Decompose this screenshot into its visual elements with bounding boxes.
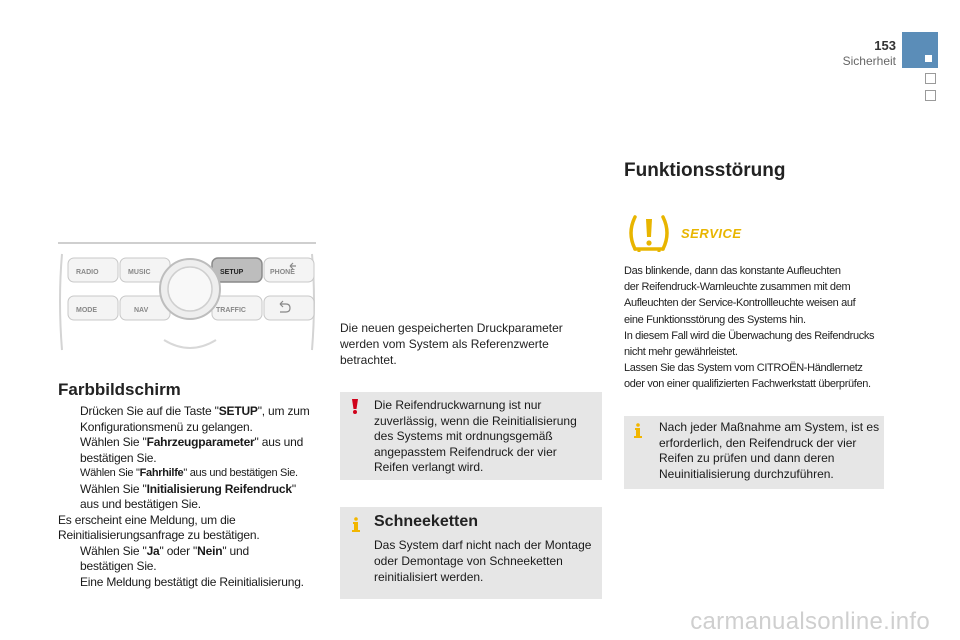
info-text: Nach jeder Maßnahme am System, ist es erforderlich, den Reifendruck der vier Reifen zu prüfen und dann deren Neuinitialisierung durchzuführen. [659,420,880,481]
console-mode-button[interactable]: MODE [76,307,97,314]
console-music-button[interactable]: MUSIC [128,269,151,276]
list-item: Drücken Sie auf die Taste "SETUP", um zum [80,404,310,418]
console-phone-button[interactable]: PHONE [270,269,295,276]
section-tab [925,90,936,101]
warning-exclamation-icon [348,398,362,414]
message-text: Reinitialisierungsanfrage zu bestätigen. [58,528,260,542]
info-icon [350,517,362,532]
section-tab-active [902,32,938,68]
list-item-continuation: bestätigen Sie. [80,450,157,465]
list-item: Wählen Sie "Initialisierung Reifendruck" [80,481,296,496]
warning-text: Die Reifendruckwarnung ist nur zuverlässig, wenn die Reinitialisierung des Systems mit ordnungsgemäß angepasstem Reifendruck der vier Reifen verlangt wird. [374,398,577,474]
section-title: Sicherheit [842,54,896,68]
reference-paragraph: Die neuen gespeicherten Druckparameter werden vom System als Referenzwerte betrachtet. [340,321,563,367]
heading-funktionsstoerung: Funktionsstörung [624,160,786,181]
page-number: 153 [874,38,896,53]
service-warning-label: SERVICE [681,226,742,241]
console-nav-button[interactable]: NAV [134,307,149,314]
tire-pressure-warning-icon [626,213,672,253]
console-traffic-button[interactable]: TRAFFIC [216,307,246,314]
info-icon [632,423,644,438]
list-item: Wählen Sie "Ja" oder "Nein" und [80,543,249,558]
radio-console-illustration [54,240,320,362]
message-text: Es erscheint eine Meldung, um die [58,512,236,527]
confirmation-text: Eine Meldung bestätigt die Reinitialisierung. [80,574,304,589]
list-item-continuation: aus und bestätigen Sie. [80,497,201,511]
heading-farbbildschirm: Farbbildschirm [58,380,181,399]
snow-chains-text: Das System darf nicht nach der Montage oder Demontage von Schneeketten reinitialisiert werden. [374,538,592,584]
console-setup-button[interactable]: SETUP [220,269,244,276]
list-item: Wählen Sie "Fahrhilfe" aus und bestätigen Sie. [80,467,298,479]
instruction-list [58,404,320,590]
list-item-continuation: bestätigen Sie. [80,559,157,573]
list-item-continuation: Konfigurationsmenü zu gelangen. [80,419,253,434]
watermark: carmanualsonline.info [690,608,930,635]
malfunction-text: Das blinkende, dann das konstante Aufleuchten der Reifendruck-Warnleuchte zusammen mit dem Aufleuchten der Service-Kontrollleuchte weisen auf eine Funktionsstörung des Systems hin. In diesem Fall wird die Überwachung des Reifendrucks nicht mehr gewährleistet. Lassen Sie das System vom CITROËN-Händlernetz oder von einer qualifizierten Fachwerkstatt überprüfen. [624,265,875,391]
section-tab [925,73,936,84]
list-item: Wählen Sie "Fahrzeugparameter" aus und [80,435,304,449]
console-radio-button[interactable]: RADIO [76,269,99,276]
heading-schneeketten: Schneeketten [374,513,479,530]
